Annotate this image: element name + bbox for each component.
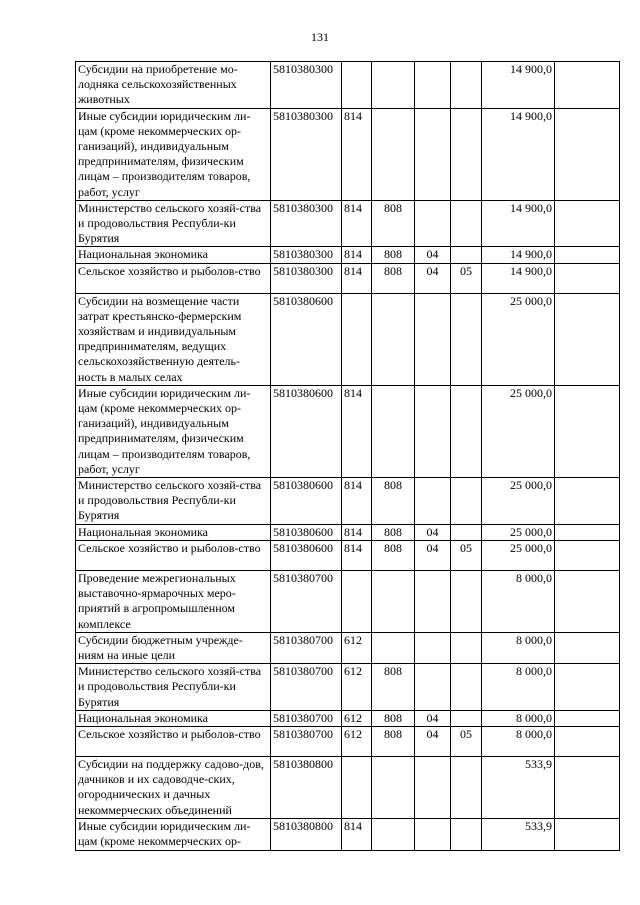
expense-type-code-cell: 612 bbox=[342, 726, 372, 756]
table-row bbox=[76, 540, 620, 570]
expense-type-code-cell bbox=[342, 293, 372, 385]
item-name-cell: Министерство сельского хозяй-ства и продовольствия Республи-ки Бурятия bbox=[76, 664, 271, 711]
expense-type-code-cell: 814 bbox=[342, 200, 372, 247]
item-name-cell: Сельское хозяйство и рыболов-ство bbox=[76, 726, 271, 756]
empty-cell bbox=[555, 632, 620, 663]
item-name-cell: Проведение межрегиональных выставочно-ярмарочных меро-приятий в агропромышленном комплексе bbox=[76, 570, 271, 632]
amount-cell: 8 000,0 bbox=[482, 710, 555, 726]
expense-type-code-cell: 814 bbox=[342, 108, 372, 200]
section-code-cell: 04 bbox=[415, 524, 451, 540]
item-name-cell: Субсидии на приобретение мо-лодняка сельскохозяйственных животных bbox=[76, 62, 271, 109]
target-article-code-cell: 5810380700 bbox=[271, 570, 342, 632]
table-row bbox=[76, 200, 620, 247]
ministry-code-cell: 808 bbox=[372, 200, 415, 247]
item-name-cell: Субсидии на поддержку садово-дов, дачников и их садоводче-ских, огороднических и дачных некоммерческих объединений bbox=[76, 756, 271, 818]
item-name-cell: Министерство сельского хозяй-ства и продовольствия Республи-ки Бурятия bbox=[76, 200, 271, 247]
amount-cell: 8 000,0 bbox=[482, 664, 555, 711]
subsection-code-cell bbox=[451, 478, 482, 525]
item-name-cell: Иные субсидии юридическим ли-цам (кроме некоммерческих ор-ганизаций), индивидуальным предпринимателям, физическим лицам – производителям товаров, работ, услуг bbox=[76, 108, 271, 200]
table-row bbox=[76, 664, 620, 711]
subsection-code-cell: 05 bbox=[451, 263, 482, 293]
ministry-code-cell bbox=[372, 108, 415, 200]
section-code-cell: 04 bbox=[415, 263, 451, 293]
expense-type-code-cell: 612 bbox=[342, 710, 372, 726]
target-article-code-cell: 5810380600 bbox=[271, 524, 342, 540]
expense-type-code-cell: 814 bbox=[342, 247, 372, 263]
ministry-code-cell bbox=[372, 293, 415, 385]
empty-cell bbox=[555, 478, 620, 525]
ministry-code-cell bbox=[372, 62, 415, 109]
target-article-code-cell: 5810380300 bbox=[271, 200, 342, 247]
subsection-code-cell bbox=[451, 818, 482, 850]
amount-cell: 8 000,0 bbox=[482, 570, 555, 632]
item-name-cell: Национальная экономика bbox=[76, 710, 271, 726]
target-article-code-cell: 5810380300 bbox=[271, 108, 342, 200]
section-code-cell bbox=[415, 385, 451, 477]
item-name-cell: Сельское хозяйство и рыболов-ство bbox=[76, 540, 271, 570]
ministry-code-cell: 808 bbox=[372, 263, 415, 293]
section-code-cell bbox=[415, 756, 451, 818]
table-row bbox=[76, 62, 620, 109]
empty-cell bbox=[555, 293, 620, 385]
expense-type-code-cell bbox=[342, 62, 372, 109]
table-row bbox=[76, 726, 620, 756]
empty-cell bbox=[555, 818, 620, 850]
amount-cell: 14 900,0 bbox=[482, 62, 555, 109]
expense-type-code-cell: 612 bbox=[342, 632, 372, 663]
subsection-code-cell: 05 bbox=[451, 540, 482, 570]
subsection-code-cell bbox=[451, 385, 482, 477]
amount-cell: 8 000,0 bbox=[482, 632, 555, 663]
subsection-code-cell bbox=[451, 200, 482, 247]
table-row bbox=[76, 710, 620, 726]
section-code-cell bbox=[415, 108, 451, 200]
table-row bbox=[76, 293, 620, 385]
item-name-cell: Иные субсидии юридическим ли-цам (кроме некоммерческих ор- bbox=[76, 818, 271, 850]
target-article-code-cell: 5810380700 bbox=[271, 726, 342, 756]
amount-cell: 8 000,0 bbox=[482, 726, 555, 756]
section-code-cell bbox=[415, 818, 451, 850]
table-row bbox=[76, 524, 620, 540]
budget-table-body bbox=[76, 62, 620, 851]
ministry-code-cell: 808 bbox=[372, 247, 415, 263]
amount-cell: 533,9 bbox=[482, 818, 555, 850]
expense-type-code-cell bbox=[342, 570, 372, 632]
subsection-code-cell bbox=[451, 756, 482, 818]
empty-cell bbox=[555, 540, 620, 570]
ministry-code-cell: 808 bbox=[372, 726, 415, 756]
amount-cell: 14 900,0 bbox=[482, 200, 555, 247]
target-article-code-cell: 5810380300 bbox=[271, 247, 342, 263]
expense-type-code-cell: 814 bbox=[342, 818, 372, 850]
expense-type-code-cell: 814 bbox=[342, 540, 372, 570]
budget-table bbox=[75, 61, 620, 851]
section-code-cell: 04 bbox=[415, 247, 451, 263]
section-code-cell bbox=[415, 200, 451, 247]
section-code-cell bbox=[415, 570, 451, 632]
table-row bbox=[76, 756, 620, 818]
empty-cell bbox=[555, 62, 620, 109]
empty-cell bbox=[555, 570, 620, 632]
empty-cell bbox=[555, 200, 620, 247]
ministry-code-cell: 808 bbox=[372, 664, 415, 711]
section-code-cell: 04 bbox=[415, 540, 451, 570]
amount-cell: 25 000,0 bbox=[482, 524, 555, 540]
section-code-cell: 04 bbox=[415, 726, 451, 756]
amount-cell: 25 000,0 bbox=[482, 478, 555, 525]
target-article-code-cell: 5810380300 bbox=[271, 62, 342, 109]
target-article-code-cell: 5810380700 bbox=[271, 664, 342, 711]
subsection-code-cell bbox=[451, 710, 482, 726]
section-code-cell bbox=[415, 478, 451, 525]
item-name-cell: Министерство сельского хозяй-ства и продовольствия Республи-ки Бурятия bbox=[76, 478, 271, 525]
subsection-code-cell bbox=[451, 570, 482, 632]
item-name-cell: Национальная экономика bbox=[76, 247, 271, 263]
item-name-cell: Национальная экономика bbox=[76, 524, 271, 540]
target-article-code-cell: 5810380600 bbox=[271, 293, 342, 385]
ministry-code-cell: 808 bbox=[372, 710, 415, 726]
amount-cell: 14 900,0 bbox=[482, 108, 555, 200]
ministry-code-cell: 808 bbox=[372, 524, 415, 540]
section-code-cell bbox=[415, 62, 451, 109]
subsection-code-cell bbox=[451, 108, 482, 200]
amount-cell: 25 000,0 bbox=[482, 293, 555, 385]
target-article-code-cell: 5810380700 bbox=[271, 632, 342, 663]
item-name-cell: Субсидии бюджетным учрежде-ниям на иные цели bbox=[76, 632, 271, 663]
amount-cell: 533,9 bbox=[482, 756, 555, 818]
amount-cell: 25 000,0 bbox=[482, 540, 555, 570]
empty-cell bbox=[555, 664, 620, 711]
table-row bbox=[76, 632, 620, 663]
subsection-code-cell bbox=[451, 664, 482, 711]
ministry-code-cell bbox=[372, 818, 415, 850]
amount-cell: 14 900,0 bbox=[482, 263, 555, 293]
page-number: 131 bbox=[311, 30, 329, 44]
table-row bbox=[76, 570, 620, 632]
target-article-code-cell: 5810380700 bbox=[271, 710, 342, 726]
ministry-code-cell bbox=[372, 570, 415, 632]
ministry-code-cell: 808 bbox=[372, 540, 415, 570]
empty-cell bbox=[555, 710, 620, 726]
amount-cell: 25 000,0 bbox=[482, 385, 555, 477]
expense-type-code-cell: 814 bbox=[342, 263, 372, 293]
ministry-code-cell bbox=[372, 756, 415, 818]
table-row bbox=[76, 108, 620, 200]
target-article-code-cell: 5810380600 bbox=[271, 385, 342, 477]
empty-cell bbox=[555, 385, 620, 477]
table-row bbox=[76, 818, 620, 850]
item-name-cell: Иные субсидии юридическим ли-цам (кроме некоммерческих ор-ганизаций), индивидуальным предпринимателям, физическим лицам – производителям товаров, работ, услуг bbox=[76, 385, 271, 477]
subsection-code-cell bbox=[451, 632, 482, 663]
expense-type-code-cell: 814 bbox=[342, 524, 372, 540]
section-code-cell bbox=[415, 632, 451, 663]
expense-type-code-cell: 814 bbox=[342, 478, 372, 525]
target-article-code-cell: 5810380800 bbox=[271, 756, 342, 818]
table-row bbox=[76, 478, 620, 525]
section-code-cell: 04 bbox=[415, 710, 451, 726]
table-row bbox=[76, 247, 620, 263]
amount-cell: 14 900,0 bbox=[482, 247, 555, 263]
subsection-code-cell bbox=[451, 524, 482, 540]
subsection-code-cell bbox=[451, 62, 482, 109]
expense-type-code-cell: 814 bbox=[342, 385, 372, 477]
item-name-cell: Субсидии на возмещение части затрат крестьянско-фермерским хозяйствам и индивидуальным предпринимателям, ведущих сельскохозяйственную деятель-ность в малых селах bbox=[76, 293, 271, 385]
empty-cell bbox=[555, 756, 620, 818]
ministry-code-cell bbox=[372, 385, 415, 477]
empty-cell bbox=[555, 247, 620, 263]
item-name-cell: Сельское хозяйство и рыболов-ство bbox=[76, 263, 271, 293]
ministry-code-cell: 808 bbox=[372, 478, 415, 525]
expense-type-code-cell: 612 bbox=[342, 664, 372, 711]
subsection-code-cell bbox=[451, 293, 482, 385]
empty-cell bbox=[555, 726, 620, 756]
section-code-cell bbox=[415, 293, 451, 385]
ministry-code-cell bbox=[372, 632, 415, 663]
target-article-code-cell: 5810380800 bbox=[271, 818, 342, 850]
target-article-code-cell: 5810380600 bbox=[271, 540, 342, 570]
target-article-code-cell: 5810380600 bbox=[271, 478, 342, 525]
target-article-code-cell: 5810380300 bbox=[271, 263, 342, 293]
section-code-cell bbox=[415, 664, 451, 711]
expense-type-code-cell bbox=[342, 756, 372, 818]
empty-cell bbox=[555, 524, 620, 540]
empty-cell bbox=[555, 108, 620, 200]
empty-cell bbox=[555, 263, 620, 293]
subsection-code-cell: 05 bbox=[451, 726, 482, 756]
table-row bbox=[76, 263, 620, 293]
table-row bbox=[76, 385, 620, 477]
subsection-code-cell bbox=[451, 247, 482, 263]
